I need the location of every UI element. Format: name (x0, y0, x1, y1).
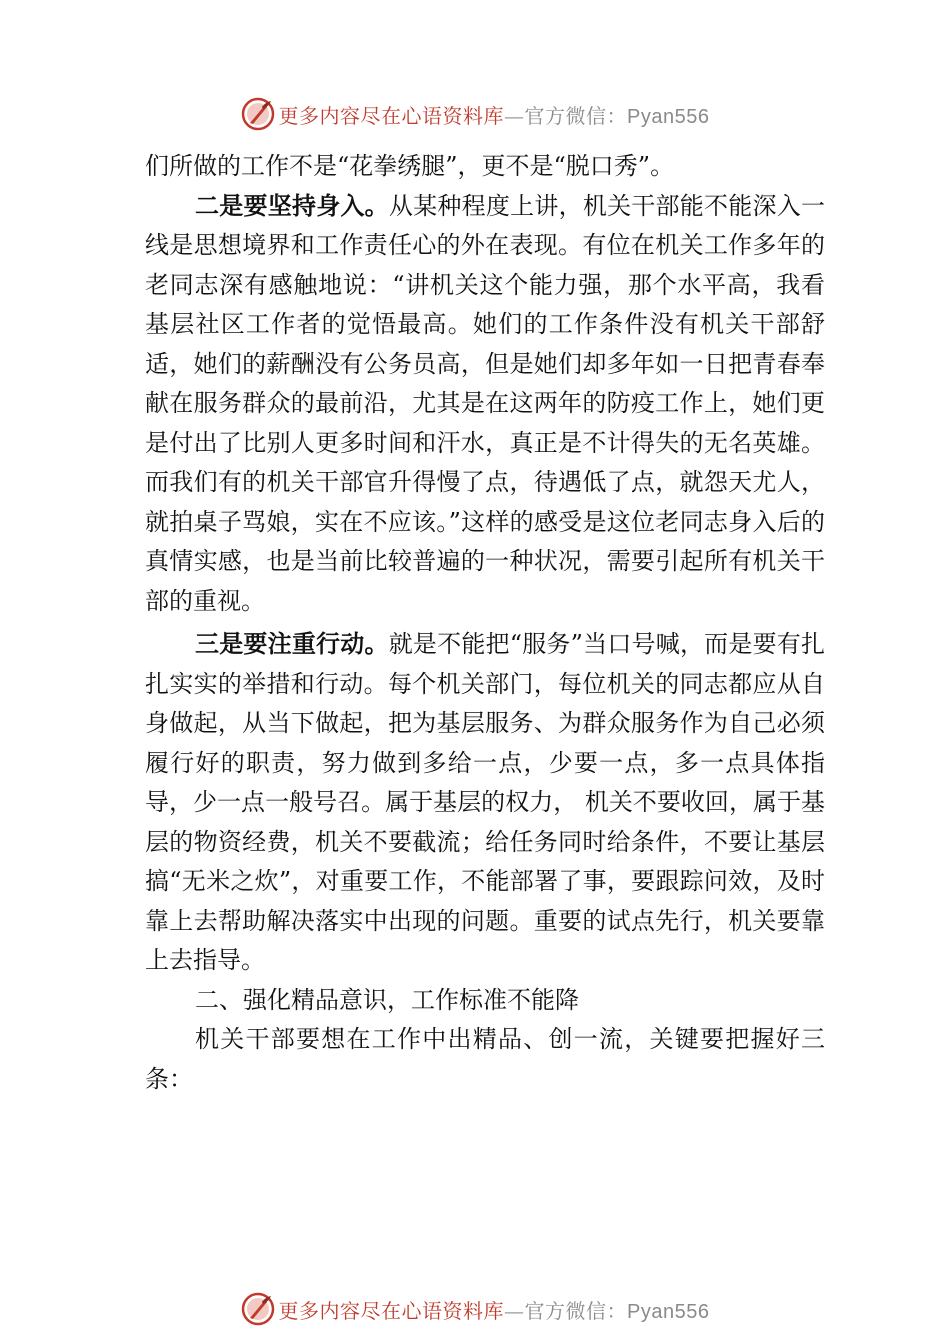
point-three-text: 就是不能把“服务”当口号喊，而是要有扎扎实实的举措和行动。每个机关部门，每位机关的同志都应从自身做起，从当下做起，把为基层服务、为群众服务作为自己必须履行好的职责，努力做到多给一点，少要一点，多一点具体指导，少一点一般号召。属于基层的权力， 机关不要收回，属于基层的物资经费，机关不要截流；给任务同时给条件，不要让基层搞“无米之炊”，对重要工作，不能部署了事，要跟踪问效，及时靠上去帮助解决落实中出现的问题。重要的试点先行，机关要靠上去指导。 (145, 630, 826, 974)
header-watermark (0, 94, 950, 134)
paragraph-section-intro: 机关干部要想在工作中出精品、创一流，关键要把握好三条： (145, 1025, 825, 1093)
footer-watermark (0, 1289, 950, 1329)
paragraph-point-three (145, 625, 825, 981)
point-two-text: 从某种程度上讲，机关干部能不能深入一线是思想境界和工作责任心的外在表现。有位在机关工作多年的老同志深有感触地说：“讲机关这个能力强，那个水平高，我看基层社区工作者的觉悟最高。她们的工作条件没有机关干部舒适，她们的薪酬没有公务员高，但是她们却多年如一日把青春奉献在服务群众的最前沿，尤其是在这两年的防疫工作上，她们更是付出了比别人更多时间和汗水，真正是不计得失的无名英雄。而我们有的机关干部官升得慢了点，待遇低了点，就怨天尤人，就拍桌子骂娘，实在不应该。”这样的感受是这位老同志身入后的真情实感，也是当前比较普遍的一种状况，需要引起所有机关干部的重视。 (145, 191, 826, 615)
point-two-heading: 二是要坚持身入。 (195, 191, 389, 220)
paragraph-point-two (145, 187, 825, 622)
document-body (145, 147, 825, 1099)
watermark-text: 更多内容尽在心语资料库—官方微信：Pyan556 (278, 103, 710, 128)
section-heading: 二、强化精品意识，工作标准不能降 (195, 985, 579, 1014)
paragraph-continuation: 们所做的工作不是“花拳绣腿”，更不是“脱口秀”。 (145, 152, 675, 180)
quill-logo-icon (241, 1292, 275, 1326)
watermark-text: 更多内容尽在心语资料库—官方微信：Pyan556 (278, 1298, 710, 1323)
point-three-heading: 三是要注重行动。 (195, 630, 389, 658)
quill-logo-icon (241, 97, 275, 131)
